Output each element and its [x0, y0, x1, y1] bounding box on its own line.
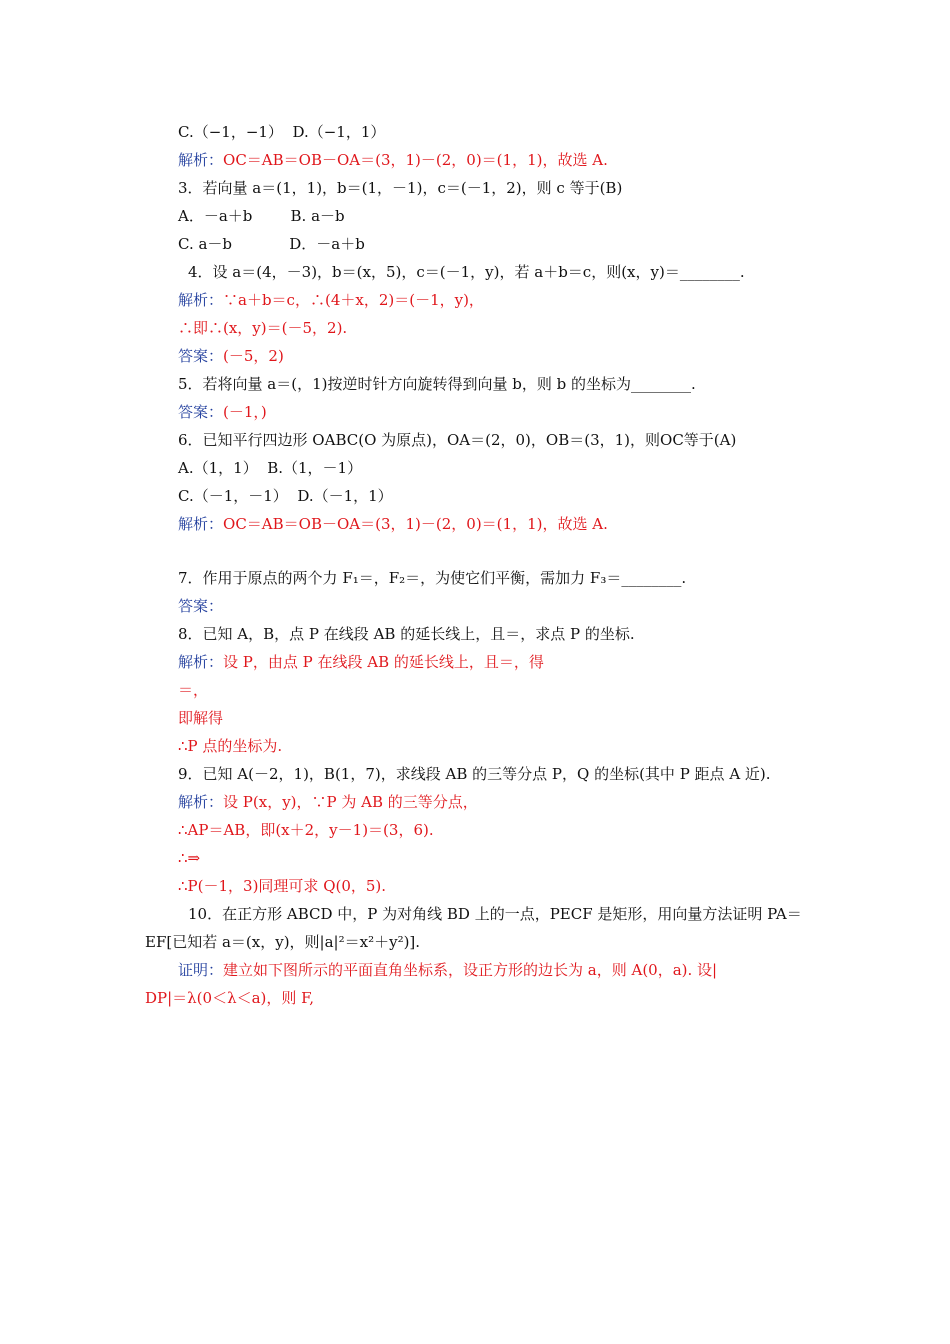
q3-options-c-d: C. a－b D．－a＋b	[178, 235, 365, 253]
solution-q2: 解析：OC＝AB＝OB－OA＝(3，1)－(2，0)＝(1，1)，故选 A.	[178, 151, 608, 169]
question-10-line-1: 10．在正方形 ABCD 中，P 为对角线 BD 上的一点，PECF 是矩形，用向量方法证明 PA＝	[188, 905, 802, 923]
question-4: 4．设 a＝(4，－3)，b＝(x，5)，c＝(－1，y)，若 a＋b＝c，则(x，y)＝________.	[188, 263, 745, 281]
solution-label: 解析：	[178, 291, 224, 309]
answer-label: 答案：	[178, 347, 224, 365]
proof-label: 证明：	[178, 961, 224, 979]
q8-solution-4: ∴P 点的坐标为.	[178, 737, 283, 755]
question-5: 5．若将向量 a＝(，1)按逆时针方向旋转得到向量 b，则 b 的坐标为________.	[178, 375, 696, 393]
q4-solution-1: 解析：∵a＋b＝c，∴(4＋x，2)＝(－1，y)，	[178, 291, 484, 309]
q9-solution-4: ∴P(－1，3)同理可求 Q(0，5).	[178, 877, 387, 895]
q5-answer: 答案：(－1，)	[178, 403, 267, 421]
q10-proof-2: DP|＝λ(0＜λ＜a)，则 F,	[145, 989, 314, 1007]
options-c-d: C.（−1，−1） D.（−1，1）	[178, 123, 386, 141]
question-7: 7．作用于原点的两个力 F₁＝，F₂＝，为使它们平衡，需加力 F₃＝________.	[178, 569, 687, 587]
question-6: 6．已知平行四边形 OABC(O 为原点)，OA＝(2，0)，OB＝(3，1)，则OC等于(A)	[178, 431, 737, 449]
q3-options-a-b: A．－a＋b B. a－b	[178, 207, 345, 225]
answer-label: 答案：	[178, 597, 224, 615]
question-10-line-2: EF[已知若 a＝(x，y)，则|a|²＝x²＋y²)].	[145, 933, 421, 951]
q7-answer	[178, 596, 223, 616]
q9-solution-2: ∴AP＝AB，即(x＋2，y－1)＝(3，6).	[178, 821, 434, 839]
solution-label: 解析：	[178, 653, 224, 671]
solution-label: 解析：	[178, 151, 224, 169]
q10-proof-1: 证明：建立如下图所示的平面直角坐标系，设正方形的边长为 a，则 A(0，a). 设|	[178, 961, 718, 979]
solution-label: 解析：	[178, 515, 224, 533]
q9-solution-1: 解析：设 P(x，y)，∵P 为 AB 的三等分点，	[178, 793, 478, 811]
question-3: 3．若向量 a＝(1，1)，b＝(1，－1)，c＝(－1，2)，则 c 等于(B)	[178, 179, 623, 197]
q8-solution-1: 解析：设 P，由点 P 在线段 AB 的延长线上，且＝，得	[178, 653, 544, 671]
q8-solution-3: 即解得	[178, 709, 224, 727]
q9-solution-3: ∴⇒	[178, 849, 201, 867]
question-8: 8．已知 A，B，点 P 在线段 AB 的延长线上，且＝，求点 P 的坐标.	[178, 625, 635, 643]
solution-label: 解析：	[178, 793, 224, 811]
answer-label: 答案：	[178, 403, 224, 421]
q6-solution: 解析：OC＝AB＝OB－OA＝(3，1)－(2，0)＝(1，1)，故选 A.	[178, 515, 608, 533]
q4-answer: 答案：(－5，2)	[178, 347, 284, 365]
q6-options-c-d: C.（－1，－1） D.（－1，1）	[178, 487, 393, 505]
q6-options-a-b: A.（1，1） B.（1，－1）	[178, 459, 363, 477]
question-9: 9．已知 A(－2，1)，B(1，7)，求线段 AB 的三等分点 P，Q 的坐标(其中 P 距点 A 近).	[178, 765, 771, 783]
q4-solution-2: ∴即∴(x，y)＝(－5，2).	[178, 319, 348, 337]
q8-solution-2: ＝，	[178, 681, 209, 699]
